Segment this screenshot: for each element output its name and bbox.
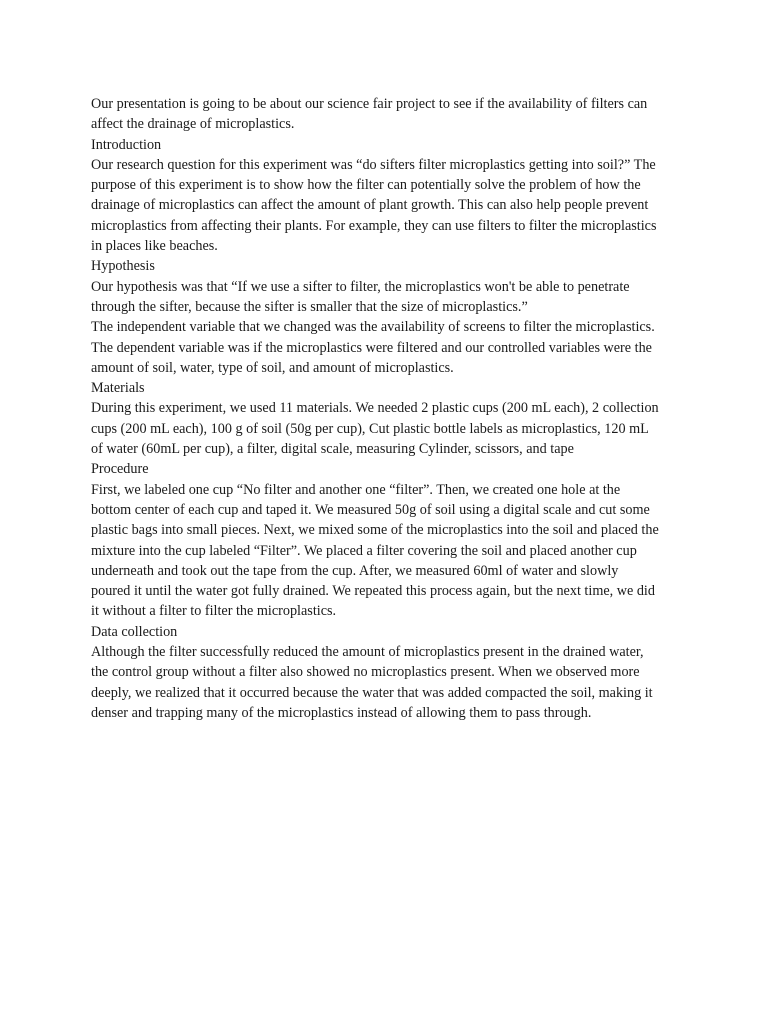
materials-heading: Materials bbox=[91, 380, 145, 397]
procedure-paragraph: First, we labeled one cup “No filter and another one “filter”. Then, we created one hole at the bottom center of each cup and taped it. We measured 50g of soil using a digital scale and cut some plastic bags into small pieces. Next, we mixed some of the microplastics into the soil and placed the mixture into the cup labeled “Filter”. We placed a filter covering the soil and placed another cup underneath and took out the tape from the cup. After, we measured 60ml of water and slowly poured it until the water got fully drained. We repeated this process again, but the next time, we did it without a filter to filter the microplastics. bbox=[91, 481, 659, 620]
introduction-heading: Introduction bbox=[91, 136, 162, 153]
variables-paragraph: The independent variable that we changed was the availability of screens to filter the microplastics. The dependent variable was if the microplastics were filtered and our controlled variables were the amount of soil, water, type of soil, and amount of microplastics. bbox=[91, 319, 655, 376]
introduction-paragraph: Our research question for this experiment was “do sifters filter microplastics getting into soil?” The purpose of this experiment is to show how the filter can potentially solve the problem of how the drainage of microplastics can affect the amount of plant growth. This can also help people prevent microplastics from affecting their plants. For example, they can use filters to filter the microplastics in places like beaches. bbox=[91, 156, 657, 255]
materials-paragraph: During this experiment, we used 11 materials. We needed 2 plastic cups (200 mL each), 2 collection cups (200 mL each), 100 g of soil (50g per cup), Cut plastic bottle labels as microplastics, 120 mL of water (60mL per cup), a filter, digital scale, measuring Cylinder, scissors, and tape bbox=[91, 400, 659, 458]
procedure-heading: Procedure bbox=[91, 461, 149, 478]
intro-paragraph: Our presentation is going to be about our science fair project to see if the availability of filters can affect the drainage of microplastics. bbox=[91, 96, 648, 133]
data-collection-paragraph: Although the filter successfully reduced the amount of microplastics present in the drained water, the control group without a filter also showed no microplastics present. When we observed more deeply, we realized that it occurred because the water that was added compacted the soil, making it denser and trapping many of the microplastics instead of allowing them to pass through. bbox=[91, 644, 653, 721]
data-collection-heading: Data collection bbox=[91, 623, 178, 640]
hypothesis-statement: Our hypothesis was that “If we use a sifter to filter, the microplastics won't be able to penetrate through the sifter, because the sifter is smaller that the size of microplastics.” bbox=[91, 278, 630, 315]
document-page bbox=[91, 94, 661, 723]
hypothesis-heading: Hypothesis bbox=[91, 258, 155, 275]
